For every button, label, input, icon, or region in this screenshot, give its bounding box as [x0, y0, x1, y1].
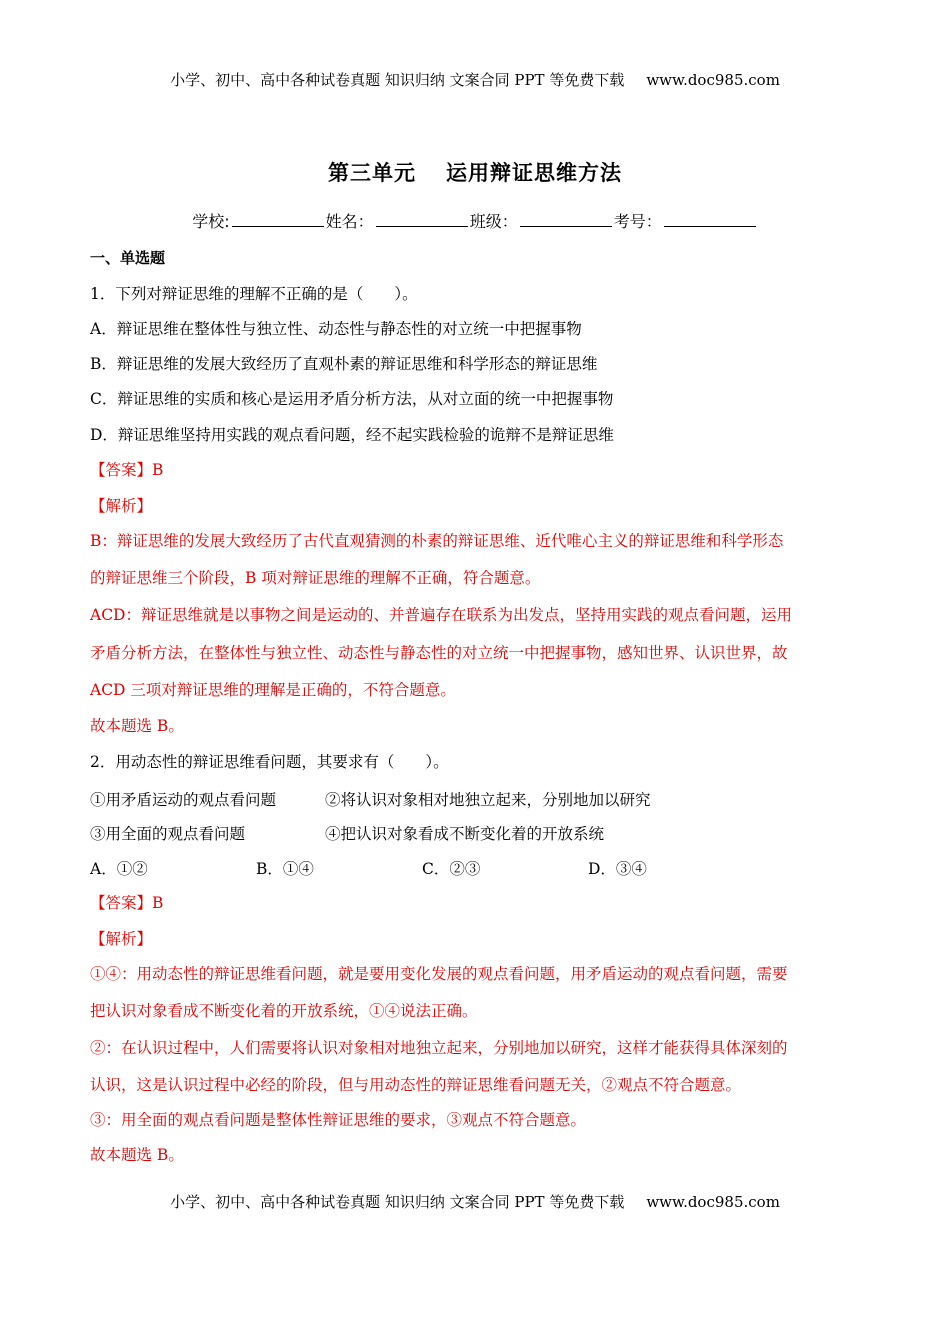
school-label: 学校: — [192, 212, 230, 231]
q2-statement-4: ④把认识对象看成不断变化着的开放系统 — [325, 825, 605, 843]
q2-analysis-tag: 【解析】 — [90, 930, 153, 948]
q2-option-b: B．①④ — [256, 860, 314, 878]
q2-answer-value: B — [152, 894, 164, 912]
document-title — [0, 157, 950, 187]
q1-analysis-line: ACD 三项对辩证思维的理解是正确的，不符合题意。 — [90, 681, 456, 699]
header-text: 小学、初中、高中各种试卷真题 知识归纳 文案合同 PPT 等免费下载 — [170, 71, 625, 89]
q1-answer-tag: 【答案】 — [90, 461, 153, 479]
q1-analysis-line: 矛盾分析方法，在整体性与独立性、动态性与静态性的对立统一中把握事物，感知世界、认识世界，故 — [90, 644, 788, 662]
q1-option-b: B．辩证思维的发展大致经历了直观朴素的辩证思维和科学形态的辩证思维 — [90, 355, 598, 373]
q2-analysis-line: ②：在认识过程中，人们需要将认识对象相对地独立起来，分别地加以研究，这样才能获得具体深刻的 — [90, 1039, 788, 1057]
exam-no-label: 考号： — [613, 212, 662, 231]
q2-answer-tag: 【答案】 — [90, 894, 153, 912]
title-topic: 运用辩证思维方法 — [446, 161, 622, 185]
q1-stem: 1．下列对辩证思维的理解不正确的是（ ）。 — [90, 285, 418, 303]
q1-analysis-tag: 【解析】 — [90, 497, 153, 515]
footer-site: www.doc985.com — [646, 1193, 780, 1211]
q2-analysis-line: ③：用全面的观点看问题是整体性辩证思维的要求，③观点不符合题意。 — [90, 1111, 587, 1129]
section-heading: 一、单选题 — [90, 249, 166, 267]
title-unit: 第三单元 — [328, 161, 416, 185]
q1-analysis-line: B：辩证思维的发展大致经历了古代直观猜测的朴素的辩证思维、近代唯心主义的辩证思维和科学形态 — [90, 532, 784, 550]
q2-conclusion: 故本题选 B。 — [90, 1146, 184, 1164]
q1-answer-value: B — [152, 461, 164, 479]
q1-analysis-line: ACD：辩证思维就是以事物之间是运动的、并普遍存在联系为出发点，坚持用实践的观点看问题，运用 — [90, 606, 792, 624]
q2-analysis-line: 把认识对象看成不断变化着的开放系统，①④说法正确。 — [90, 1002, 478, 1020]
q1-option-a: A．辩证思维在整体性与独立性、动态性与静态性的对立统一中把握事物 — [90, 320, 582, 338]
q2-option-c: C．②③ — [422, 860, 481, 878]
q2-statement-3: ③用全面的观点看问题 — [90, 825, 246, 843]
q1-answer — [90, 460, 163, 480]
q2-answer — [90, 893, 163, 913]
page-header — [0, 69, 950, 90]
class-label: 班级： — [469, 212, 518, 231]
header-site: www.doc985.com — [646, 71, 780, 89]
school-blank — [232, 212, 324, 227]
q2-stem: 2．用动态性的辩证思维看问题，其要求有（ ）。 — [90, 753, 449, 771]
student-info-row — [0, 209, 950, 232]
name-blank — [376, 212, 468, 227]
q1-conclusion: 故本题选 B。 — [90, 717, 184, 735]
name-label: 姓名： — [325, 212, 374, 231]
q2-statement-2: ②将认识对象相对地独立起来，分别地加以研究 — [325, 791, 651, 809]
q2-analysis-line: ①④：用动态性的辩证思维看问题，就是要用变化发展的观点看问题，用矛盾运动的观点看问题，需要 — [90, 965, 788, 983]
footer-text: 小学、初中、高中各种试卷真题 知识归纳 文案合同 PPT 等免费下载 — [170, 1193, 625, 1211]
class-blank — [520, 212, 612, 227]
q1-analysis-line: 的辩证思维三个阶段，B 项对辩证思维的理解不正确，符合题意。 — [90, 569, 541, 587]
page-footer — [0, 1191, 950, 1212]
q2-option-a: A．①② — [90, 860, 148, 878]
q2-analysis-line: 认识，这是认识过程中必经的阶段，但与用动态性的辩证思维看问题无关，②观点不符合题意。 — [90, 1076, 742, 1094]
q2-option-d: D．③④ — [588, 860, 647, 878]
q1-option-d: D．辩证思维坚持用实践的观点看问题，经不起实践检验的诡辩不是辩证思维 — [90, 426, 614, 444]
q1-option-c: C．辩证思维的实质和核心是运用矛盾分析方法，从对立面的统一中把握事物 — [90, 390, 614, 408]
exam-no-blank — [664, 212, 756, 227]
q2-statement-1: ①用矛盾运动的观点看问题 — [90, 791, 277, 809]
